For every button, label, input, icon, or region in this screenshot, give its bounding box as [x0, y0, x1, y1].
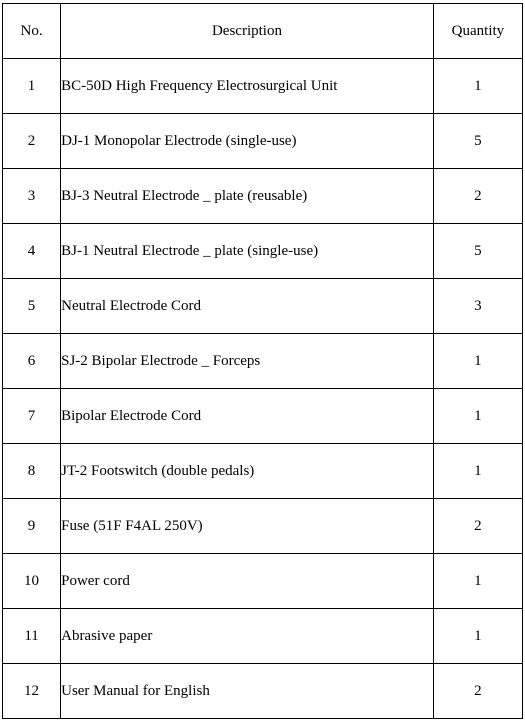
- cell-no: 11: [3, 609, 61, 664]
- table-row: [3, 664, 523, 719]
- table-row: [3, 389, 523, 444]
- cell-description: DJ-1 Monopolar Electrode (single-use): [61, 114, 434, 169]
- cell-description: Abrasive paper: [61, 609, 434, 664]
- cell-quantity: 1: [433, 389, 522, 444]
- header-quantity: Quantity: [433, 4, 522, 59]
- cell-no: 3: [3, 169, 61, 224]
- cell-quantity: 1: [433, 444, 522, 499]
- cell-no: 6: [3, 334, 61, 389]
- cell-no: 4: [3, 224, 61, 279]
- table-row: [3, 59, 523, 114]
- cell-description: Neutral Electrode Cord: [61, 279, 434, 334]
- cell-quantity: 2: [433, 499, 522, 554]
- cell-description: BJ-1 Neutral Electrode _ plate (single-use): [61, 224, 434, 279]
- cell-no: 9: [3, 499, 61, 554]
- cell-no: 1: [3, 59, 61, 114]
- cell-quantity: 1: [433, 609, 522, 664]
- cell-description: SJ-2 Bipolar Electrode _ Forceps: [61, 334, 434, 389]
- cell-no: 12: [3, 664, 61, 719]
- cell-no: 7: [3, 389, 61, 444]
- table-header-row: [3, 4, 523, 59]
- cell-no: 2: [3, 114, 61, 169]
- table-row: [3, 279, 523, 334]
- header-no: No.: [3, 4, 61, 59]
- cell-quantity: 1: [433, 554, 522, 609]
- packing-list-table: [2, 3, 523, 719]
- cell-quantity: 5: [433, 224, 522, 279]
- cell-quantity: 3: [433, 279, 522, 334]
- cell-description: Bipolar Electrode Cord: [61, 389, 434, 444]
- cell-description: BC-50D High Frequency Electrosurgical Unit: [61, 59, 434, 114]
- cell-quantity: 2: [433, 169, 522, 224]
- cell-description: User Manual for English: [61, 664, 434, 719]
- table-row: [3, 554, 523, 609]
- cell-no: 8: [3, 444, 61, 499]
- table-row: [3, 444, 523, 499]
- cell-description: JT-2 Footswitch (double pedals): [61, 444, 434, 499]
- table-row: [3, 169, 523, 224]
- table-row: [3, 334, 523, 389]
- cell-quantity: 2: [433, 664, 522, 719]
- cell-quantity: 1: [433, 59, 522, 114]
- cell-description: BJ-3 Neutral Electrode _ plate (reusable): [61, 169, 434, 224]
- cell-no: 10: [3, 554, 61, 609]
- cell-description: Power cord: [61, 554, 434, 609]
- cell-description: Fuse (51F F4AL 250V): [61, 499, 434, 554]
- header-description: Description: [61, 4, 434, 59]
- cell-no: 5: [3, 279, 61, 334]
- table-row: [3, 114, 523, 169]
- table-row: [3, 609, 523, 664]
- table-row: [3, 224, 523, 279]
- cell-quantity: 5: [433, 114, 522, 169]
- cell-quantity: 1: [433, 334, 522, 389]
- table-row: [3, 499, 523, 554]
